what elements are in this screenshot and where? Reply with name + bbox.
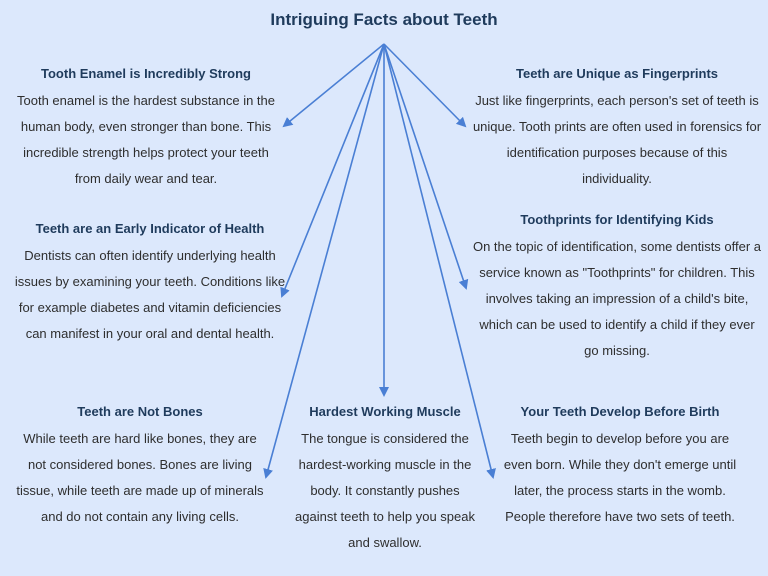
fact-heading: Tooth Enamel is Incredibly Strong: [41, 66, 251, 81]
fact-body: Teeth begin to develop before you are even born. While they don't emerge until later, the process starts in the womb. People therefore have two sets of teeth.: [503, 431, 737, 524]
fact-body: While teeth are hard like bones, they are not considered bones. Bones are living tissue, while teeth are made up of minerals and do not contain any living cells.: [16, 431, 264, 524]
arrow-to-toothprints: [384, 44, 466, 288]
arrow-to-health: [282, 44, 384, 296]
diagram-title: Intriguing Facts about Teeth: [270, 10, 498, 29]
fact-hardest-muscle: [290, 402, 480, 556]
fact-tooth-enamel: [12, 64, 280, 192]
fact-body: On the topic of identification, some dentists offer a service known as "Toothprints" for children. This involves taking an impression of a child's bite, which can be used to identify a child if they ever go missing.: [472, 239, 762, 358]
fact-heading: Teeth are an Early Indicator of Health: [35, 221, 265, 236]
fact-not-bones: [16, 402, 264, 530]
fact-unique-fingerprints: [472, 64, 762, 192]
fact-heading: Your Teeth Develop Before Birth: [520, 404, 720, 419]
fact-before-birth: [500, 402, 740, 530]
fact-heading: Teeth are Unique as Fingerprints: [515, 66, 719, 81]
fact-body: Tooth enamel is the hardest substance in the human body, even stronger than bone. This incredible strength helps protect your teeth from daily wear and tear.: [17, 93, 275, 186]
fact-body: The tongue is considered the hardest-working muscle in the body. It constantly pushes against teeth to help you speak and swallow.: [295, 431, 475, 550]
fact-heading: Toothprints for Identifying Kids: [520, 212, 714, 227]
arrow-to-fingerprints: [384, 44, 465, 126]
arrow-to-enamel: [284, 44, 384, 126]
fact-heading: Hardest Working Muscle: [309, 404, 461, 419]
fact-heading: Teeth are Not Bones: [77, 404, 203, 419]
fact-early-indicator: [14, 219, 286, 347]
fact-body: Just like fingerprints, each person's set of teeth is unique. Tooth prints are often used in forensics for identification purposes because of this individuality.: [472, 93, 762, 186]
fact-toothprints-kids: [472, 210, 762, 364]
fact-body: Dentists can often identify underlying health issues by examining your teeth. Conditions like for example diabetes and vitamin deficiencies can manifest in your oral and dental health.: [14, 248, 286, 341]
